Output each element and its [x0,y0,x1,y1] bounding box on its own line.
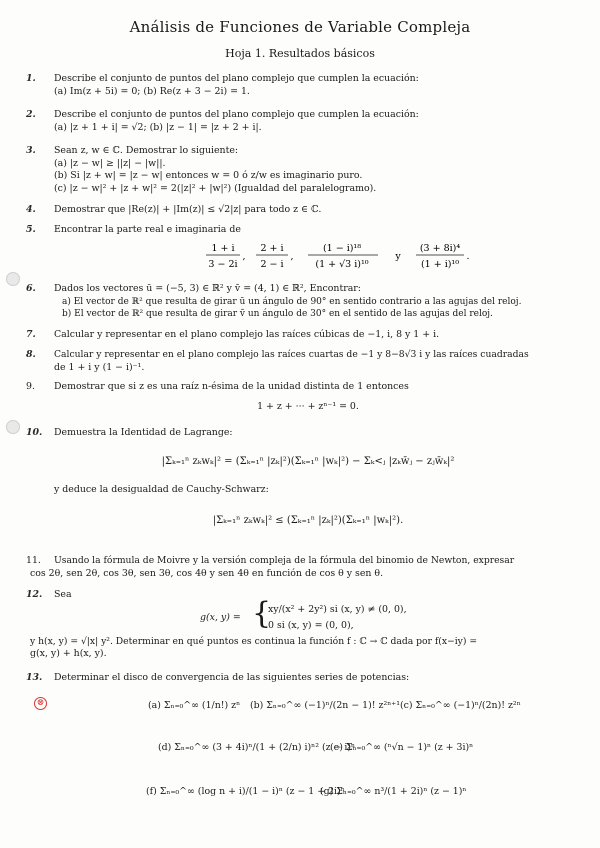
page-title: Análisis de Funciones de Variable Compleja [129,18,471,36]
fraction-numerator: 2 + i [260,242,284,254]
exercise-subline: a) El vector de ℝ² que resulta de girar ū un ángulo de 90° en sentido contrario a las agujas del reloj. [62,296,522,307]
piecewise-definition [30,595,586,636]
exercise-subline: b) El vector de ℝ² que resulta de girar v̄ un ángulo de 30° en el sentido de las agujas del reloj. [62,309,493,319]
exercise-number: 2. [26,109,36,120]
series-e: (e) Σₙ₌₀^∞ (ⁿ√n − 1)ⁿ (z + 3i)ⁿ [330,742,474,753]
fraction-denominator: (1 + i)¹⁰ [420,258,460,270]
series-d: (d) Σₙ₌₀^∞ (3 + 4i)ⁿ/(1 + (2/n) i)ⁿ² (z − i)ⁿ [158,742,356,753]
exercise-text: Usando la fórmula de Moivre y la versión compleja de la fórmula del binomio de Newton, expresar [54,555,515,566]
exercise-text: Demuestra la Identidad de Lagrange: [54,427,233,438]
exercise-text: Sean z, w ∈ ℂ. Demostrar lo siguiente: [54,145,239,156]
exercise-number: 8. [26,349,36,360]
fraction-denominator: 3 − 2i [208,258,238,270]
exercise-text: Calcular y representar en el plano complejo las raíces cuartas de −1 y 8−8√3 i y las raíces cuadradas [54,349,529,360]
function-name: g(x, y) = [200,611,241,623]
series-a: (a) Σₙ₌₀^∞ (1/n!) zⁿ [148,700,241,711]
exercise-number: 11. [26,555,41,566]
exercise-number: 10. [26,427,43,438]
exercise-number: 7. [26,329,36,340]
exercise-subline: de 1 + i y (1 − i)⁻¹. [54,361,145,373]
exercise-text: Encontrar la parte real e imaginaria de [54,224,241,235]
fraction-numerator: (1 − i)¹⁸ [322,242,362,254]
punch-hole [6,272,20,286]
comma: , [290,250,294,262]
exercise-text: Demostrar que |Re(z)| + |Im(z)| ≤ √2|z| para todo z ∈ ℂ. [54,204,322,215]
exercise-9 [26,381,586,413]
fraction-numerator: (3 + 8i)⁴ [419,242,461,254]
lagrange-identity: |Σₖ₌₁ⁿ zₖwₖ|² = (Σₖ₌₁ⁿ |zₖ|²)(Σₖ₌₁ⁿ |wₖ|²) − Σₖ<ⱼ |zₖw̄ⱼ − zⱼw̄ₖ|² [161,455,455,467]
exercise-text: Dados los vectores ū = (−5, 3) ∈ ℝ² y v̄ = (4, 1) ∈ ℝ², Encontrar: [54,283,361,294]
exercise-number: 4. [26,204,36,215]
comma: , [242,250,246,262]
case-2: 0 si (x, y) = (0, 0), [268,619,354,631]
exercise-subline: (c) |z − w|² + |z + w|² = 2(|z|² + |w|²) (Igualdad del paralelogramo). [54,182,377,194]
exercise-5 [26,224,586,273]
series-b: (b) Σₙ₌₀^∞ (−1)ⁿ/(2n − 1)! z²ⁿ⁺¹ [250,700,400,711]
red-circle-mark: ⊗ [34,697,47,710]
exercise-subline: (a) |z + 1 + i| = √2; (b) |z − 1| = |z + 2 + i|. [54,121,262,133]
exercise-number: 5. [26,224,36,235]
exercise-number: 9. [26,381,35,392]
exercise-11 [26,555,586,580]
exercise-12 [26,589,586,661]
series-g: (g) Σₙ₌₀^∞ n³/(1 + 2i)ⁿ (z − 1)ⁿ [320,786,467,797]
series-f: (f) Σₙ₌₀^∞ (log n + i)/(1 − i)ⁿ (z − 1 + 2i)ⁿ [146,786,345,797]
exercise-subline: y deduce la desigualdad de Cauchy-Schwarz: [54,484,269,495]
conjunction: y [395,250,401,262]
cauchy-schwarz: |Σₖ₌₁ⁿ zₖwₖ|² ≤ (Σₖ₌₁ⁿ |zₖ|²)(Σₖ₌₁ⁿ |wₖ|²). [212,514,404,526]
fraction-denominator: (1 + √3 i)¹⁰ [315,258,369,270]
exercise-number: 3. [26,145,36,156]
equation: 1 + z + ··· + zⁿ⁻¹ = 0. [257,400,359,412]
period: . [466,250,470,262]
exercise-3 [26,145,586,195]
case-1: xy/(x² + 2y²) si (x, y) ≠ (0, 0), [268,603,407,615]
exercise-text: Describe el conjunto de puntos del plano complejo que cumplen la ecuación: [54,73,419,84]
exercise-number: 13. [26,672,43,683]
exercise-number: 1. [26,73,36,84]
exercise-7 [26,329,586,342]
exercise-number: 12. [26,589,43,600]
exercise-8 [26,349,586,374]
exercise-10 [26,427,586,527]
exercise-text: Determinar el disco de convergencia de las siguientes series de potencias: [54,672,410,683]
exercise-2 [26,109,586,134]
exercise-subline: g(x, y) + h(x, y). [30,648,107,659]
series-c: (c) Σₙ₌₀^∞ (−1)ⁿ/(2n)! z²ⁿ [400,700,521,711]
exercise-1 [26,73,586,98]
exercise-13 [26,672,586,685]
punch-hole [6,420,20,434]
exercise-number: 6. [26,283,36,294]
fraction-numerator: 1 + i [211,242,235,254]
exercise-subline: (b) Si |z + w| = |z − w| entonces w = 0 ó z/w es imaginario puro. [54,170,363,181]
exercise-subline: y h(x, y) = √|x| y². Determinar en qué puntos es continua la función f : ℂ → ℂ dada por f(x−iy) = [30,635,478,647]
exercise-subline: (a) Im(z + 5i) = 0; (b) Re(z + 3 − 2i) = 1. [54,85,250,97]
brace: { [252,595,272,631]
fractions-row [30,239,586,273]
exercise-4 [26,204,586,217]
exercise-6 [26,283,586,321]
page-subtitle: Hoja 1. Resultados básicos [225,47,375,60]
exercise-subline: cos 2θ, sen 2θ, cos 3θ, sen 3θ, cos 4θ y sen 4θ en función de cos θ y sen θ. [30,567,384,579]
exercise-text: Calcular y representar en el plano complejo las raíces cúbicas de −1, i, 8 y 1 + i. [54,329,440,340]
exercise-text: Describe el conjunto de puntos del plano complejo que cumplen la ecuación: [54,109,419,120]
exercise-text: Demostrar que si z es una raíz n-ésima de la unidad distinta de 1 entonces [54,381,409,392]
exercise-text: Sea [54,589,72,600]
exercise-subline: (a) |z − w| ≥ ||z| − |w||. [54,157,166,169]
fraction-denominator: 2 − i [260,258,284,270]
